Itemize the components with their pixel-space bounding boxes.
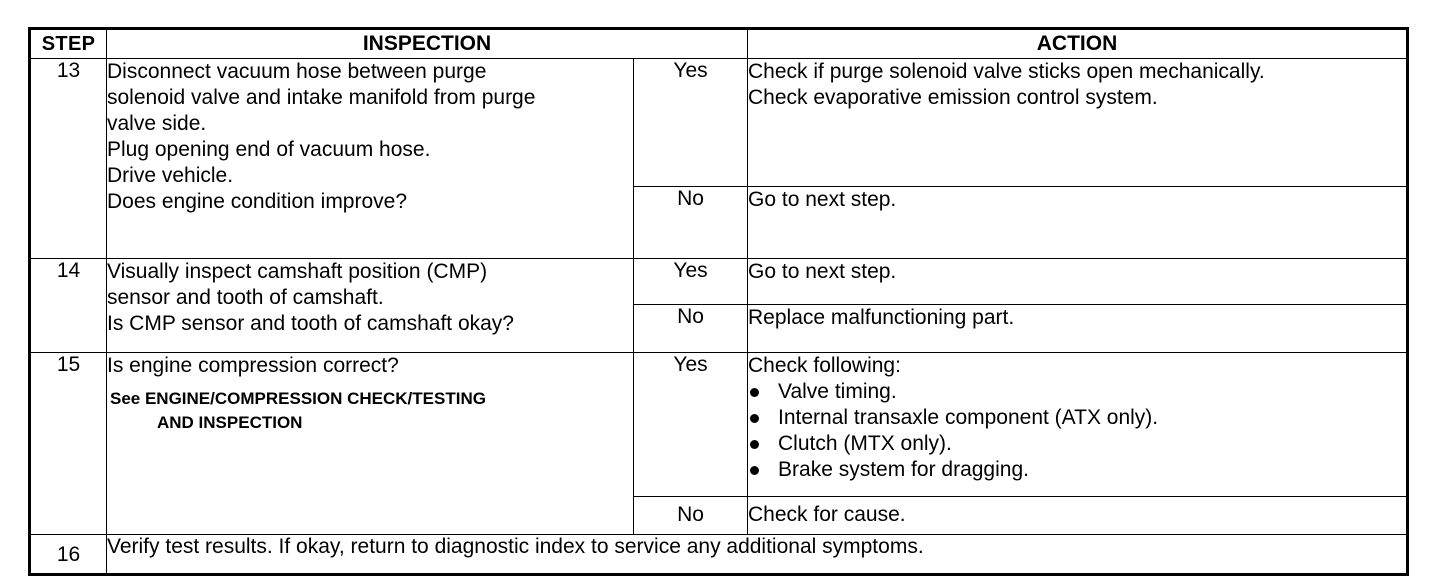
yes-label: Yes <box>634 353 748 497</box>
inspection-cell <box>107 259 634 353</box>
bullet-list <box>748 379 1406 483</box>
list-item <box>748 405 1406 431</box>
inspection-cell <box>107 59 634 259</box>
inspection-line: Disconnect vacuum hose between purge <box>107 60 487 83</box>
inspection-header: INSPECTION <box>107 29 748 59</box>
bullet-text: Internal transaxle component (ATX only). <box>778 406 1159 429</box>
bullet-icon <box>750 414 759 423</box>
bullet-icon <box>750 388 759 397</box>
no-action: Replace malfunctioning part. <box>748 305 1408 353</box>
inspection-line: Drive vehicle. <box>107 164 234 187</box>
step-13-yes-row <box>30 59 1408 187</box>
reference-line: See ENGINE/COMPRESSION CHECK/TESTING <box>110 389 486 408</box>
header-row <box>30 29 1408 59</box>
diagnostic-table <box>28 27 1409 576</box>
bullet-icon <box>750 466 759 475</box>
step-15-yes-row <box>30 353 1408 497</box>
no-label: No <box>634 187 748 259</box>
no-action: Go to next step. <box>748 187 1408 259</box>
step-number: 13 <box>30 59 107 259</box>
yes-label: Yes <box>634 259 748 305</box>
step-header: STEP <box>30 29 107 59</box>
action-line: Check evaporative emission control system. <box>748 86 1158 109</box>
bullet-icon <box>750 440 759 449</box>
bullet-text: Brake system for dragging. <box>778 458 1029 481</box>
yes-action-cell <box>748 59 1408 187</box>
bullet-text: Valve timing. <box>778 380 897 403</box>
reference-line: AND INSPECTION <box>157 413 303 432</box>
inspection-line: Plug opening end of vacuum hose. <box>107 138 431 161</box>
list-item <box>748 457 1406 483</box>
action-line: Check if purge solenoid valve sticks open mechanically. <box>748 60 1265 83</box>
no-action: Check for cause. <box>748 497 1408 535</box>
list-item <box>748 379 1406 405</box>
step-number: 14 <box>30 259 107 353</box>
yes-label: Yes <box>634 59 748 187</box>
step-16-text: Verify test results. If okay, return to diagnostic index to service any additional symptoms. <box>107 535 1408 575</box>
action-intro: Check following: <box>748 354 901 377</box>
inspection-line: Does engine condition improve? <box>107 190 408 213</box>
inspection-line: solenoid valve and intake manifold from purge <box>107 86 536 109</box>
inspection-line: Is CMP sensor and tooth of camshaft okay? <box>107 312 514 335</box>
no-label: No <box>634 497 748 535</box>
step-14-yes-row <box>30 259 1408 305</box>
inspection-line: sensor and tooth of camshaft. <box>107 286 384 309</box>
inspection-line: Visually inspect camshaft position (CMP) <box>107 260 488 283</box>
step-number: 15 <box>30 353 107 535</box>
step-16-row <box>30 535 1408 575</box>
inspection-line: valve side. <box>107 112 207 135</box>
no-label: No <box>634 305 748 353</box>
list-item <box>748 431 1406 457</box>
inspection-cell <box>107 353 634 535</box>
inspection-question: Is engine compression correct? <box>107 354 399 377</box>
step-number: 16 <box>30 535 107 575</box>
action-header: ACTION <box>748 29 1408 59</box>
yes-action: Go to next step. <box>748 259 1408 305</box>
yes-action-cell <box>748 353 1408 497</box>
bullet-text: Clutch (MTX only). <box>778 432 952 455</box>
